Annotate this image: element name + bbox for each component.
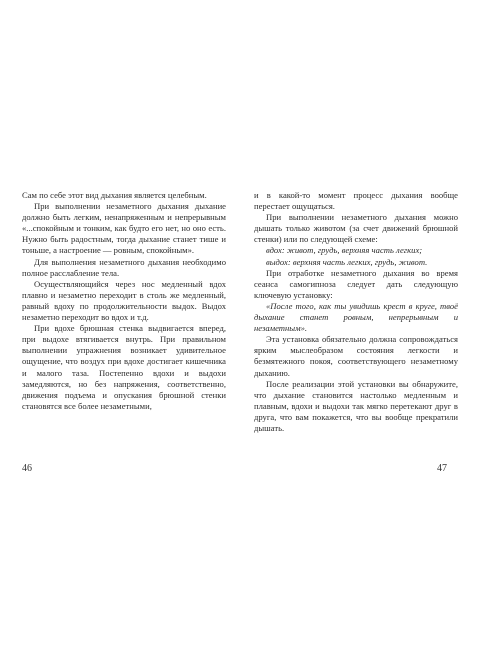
paragraph: При выполнении незаметного дыхания дыхание должно быть легким, ненапряженным и непрерывным «...спокойным и тонким, как будто его нет, но оно есть. Нужно быть радостным, тогда дыхание станет тише и тоньше, а настроение — ровным, спокойным».: [22, 201, 226, 256]
paragraph: вдох: живот, грудь, верхняя часть легких;: [266, 245, 423, 256]
paragraph: «После того, как ты увидишь крест в круге, твоё дыхание станет ровным, непрерывным и незаметным».: [254, 300, 458, 334]
paragraph: Эта установка обязательно должна сопровождаться ярким мыслеобразом состояния легкости и безмятежного покоя, соответствующего незаметному дыханию.: [254, 334, 458, 378]
right-page: [254, 190, 458, 434]
paragraph: После реализации этой установки вы обнаружите, что дыхание становится настолько медленным и плавным, вдохи и выдохи так мягко перетекают друг в друга, что вам покажется, что вы вообще прекратили дышать.: [254, 378, 458, 433]
paragraph: и в какой-то момент процесс дыхания вообще перестает ощущаться.: [254, 190, 458, 212]
left-page: [22, 190, 226, 412]
paragraph: Сам по себе этот вид дыхания является целебным.: [22, 190, 207, 200]
paragraph: При отработке незаметного дыхания во время сеанса самогипноза следует дать следующую ключевую установку:: [254, 267, 458, 300]
paragraph: При выполнении незаметного дыхания можно дышать только животом (за счет движений брюшной стенки) или по следующей схеме:: [254, 212, 458, 245]
paragraph: Для выполнения незаметного дыхания необходимо полное расслабление тела.: [22, 256, 226, 278]
paragraph: При вдохе брюшная стенка выдвигается вперед, при выдохе втягивается внутрь. При правильном выполнении упражнения возникает удивительное ощущение, что воздух при вдохе достигает кишечника и малого таза. Постепенно вдохи и выдохи замедляются, но без напряжения, соответственно, движения подъема и опускания брюшной стенки становятся все более незаметными,: [22, 323, 226, 411]
page-number: 47: [437, 463, 447, 474]
page-number: 46: [22, 463, 32, 474]
paragraph: Осуществляющийся через нос медленный вдох плавно и незаметно переходит в столь же медленный, равный вдоху по продолжительности выдох. Выдох незаметно переходит во вдох и т.д.: [22, 278, 226, 323]
paragraph: выдох: верхняя часть легких, грудь, живот.: [266, 256, 428, 267]
